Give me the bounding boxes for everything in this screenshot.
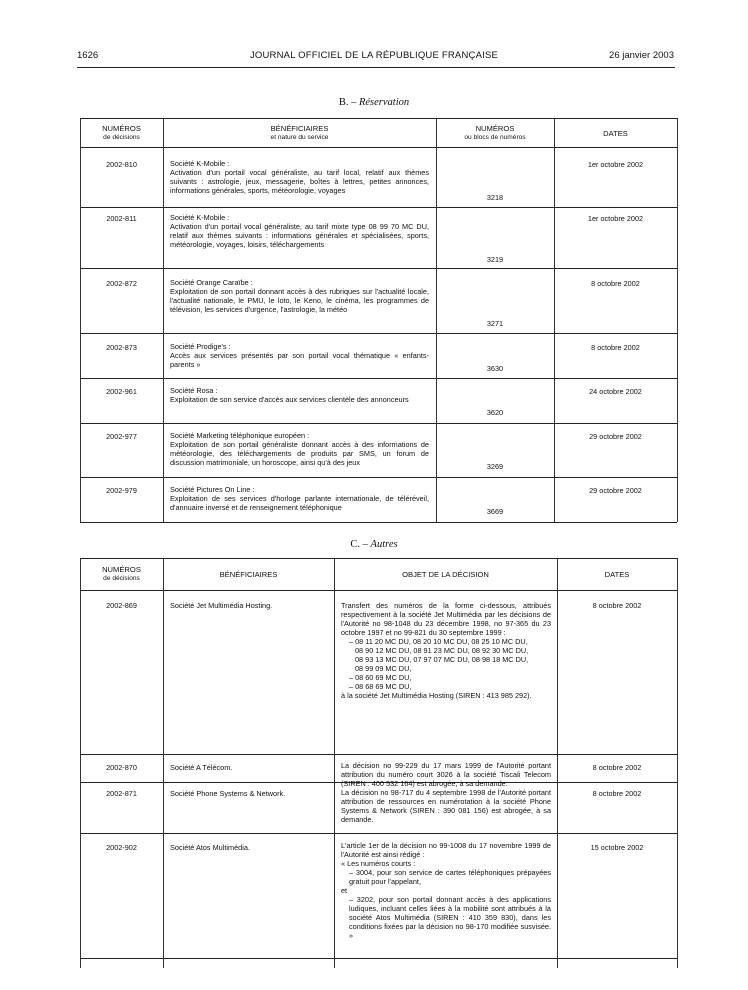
col-header-decisions bbox=[80, 566, 163, 582]
number-list-line: – 08 68 69 MC DU, bbox=[349, 682, 412, 692]
decision-date: 1er octobre 2002 bbox=[587, 214, 644, 223]
col-header-dates: DATES bbox=[603, 129, 628, 138]
table-row bbox=[170, 431, 429, 467]
service-description: Exploitation de ses services d'horloge parlante internationale, de téléréveil, d'annuaire inversé et de renseignement téléphonique bbox=[170, 494, 429, 513]
col-header-sublabel: de décisions bbox=[103, 574, 140, 582]
col-header-sublabel: et nature du service bbox=[270, 133, 329, 141]
table-row bbox=[170, 386, 429, 404]
object-text: – 3202, pour son portail donnant accès à des applications ludiques, incluant celles liées à la mobilité sont attribués à la société Atos Multimédia (SIREN : 410 359 830), dans les conditions fixées par la décision no 98-170 modifiée susvisée. » bbox=[349, 895, 551, 941]
company-name: Société K-Mobile : bbox=[170, 159, 230, 168]
reserved-number: 3271 bbox=[486, 319, 504, 328]
row-divider bbox=[80, 333, 677, 334]
decision-date: 29 octobre 2002 bbox=[589, 486, 642, 495]
col-rule bbox=[334, 558, 335, 968]
decision-date: 8 octobre 2002 bbox=[592, 763, 642, 772]
reserved-number: 3630 bbox=[486, 364, 504, 373]
col-rule bbox=[80, 118, 81, 522]
issue-date: 26 janvier 2003 bbox=[609, 50, 674, 61]
col-header-dates: DATES bbox=[604, 570, 630, 579]
table-row bbox=[170, 278, 429, 314]
row-divider bbox=[80, 754, 677, 755]
col-header-object: OBJET DE LA DÉCISION bbox=[402, 570, 489, 579]
company-name: Société Rosa : bbox=[170, 386, 218, 395]
reserved-number: 3669 bbox=[486, 507, 504, 516]
col-header-decisions bbox=[80, 125, 163, 141]
table-b-top bbox=[80, 118, 677, 119]
object-text: « Les numéros courts : bbox=[341, 859, 416, 869]
row-divider bbox=[80, 477, 677, 478]
row-divider bbox=[80, 378, 677, 379]
decision-number: 2002-869 bbox=[106, 601, 137, 610]
service-description: Exploitation de son portail donnant accès à des rubriques sur l'actualité locale, l'actualité nationale, le PMU, le loto, le Keno, le cinéma, les programmes de télévision, les services d'urgence, l'astrologie, la météo bbox=[170, 287, 429, 315]
decision-number: 2002-873 bbox=[106, 343, 137, 352]
row-divider bbox=[80, 207, 677, 208]
service-description: Activation d'un portail vocal généraliste, au tarif mixte type 08 99 70 MC DU, relatif aux thèmes suivants : informations générales et spécialisées, sports, météorologie, voyages, loisirs, téléchargements bbox=[170, 222, 429, 250]
col-header-sublabel: de décisions bbox=[103, 133, 140, 141]
decision-date: 29 octobre 2002 bbox=[589, 432, 642, 441]
number-list-line: 08 90 12 MC DU, 08 91 23 MC DU, 08 92 30 MC DU, bbox=[355, 646, 529, 656]
row-divider bbox=[80, 833, 677, 834]
page-number: 1626 bbox=[77, 50, 99, 61]
decision-number: 2002-810 bbox=[106, 160, 137, 169]
col-rule bbox=[163, 558, 164, 968]
beneficiary-name: Société Jet Multimédia Hosting. bbox=[170, 601, 273, 610]
decision-date: 8 octobre 2002 bbox=[591, 279, 640, 288]
company-name: Société Pictures On Line : bbox=[170, 485, 255, 494]
row-divider bbox=[80, 268, 677, 269]
section-c-title bbox=[0, 539, 748, 550]
service-description: Activation d'un portail vocal généraliste, au tarif local, relatif aux thèmes suivants : astrologie, jeux, messagerie, boîtes à lettres, petites annonces, informations générales, sports, météorologie, voyages bbox=[170, 168, 429, 196]
col-header-label: NUMÉROS bbox=[102, 565, 141, 574]
decision-date: 8 octobre 2002 bbox=[592, 789, 642, 798]
reserved-number: 3218 bbox=[486, 193, 504, 202]
col-header-beneficiaries bbox=[163, 125, 436, 141]
decision-number: 2002-979 bbox=[106, 486, 137, 495]
decision-number: 2002-961 bbox=[106, 387, 137, 396]
section-c-name: Autres bbox=[370, 539, 398, 550]
number-list-line: – 08 60 69 MC DU, bbox=[349, 673, 412, 683]
object-text: à la société Jet Multimédia Hosting (SIREN : 413 985 292). bbox=[341, 691, 532, 701]
decision-number: 2002-902 bbox=[106, 843, 137, 852]
table-row bbox=[170, 485, 429, 512]
number-list-line: – 08 11 20 MC DU, 08 20 10 MC DU, 08 25 10 MC DU, bbox=[349, 637, 528, 647]
section-b-name: Réservation bbox=[358, 97, 410, 108]
table-row bbox=[170, 342, 429, 369]
table-c-header-rule bbox=[80, 590, 677, 591]
col-header-sublabel: ou blocs de numéros bbox=[464, 133, 526, 141]
service-description: Accès aux services présentés par son portail vocal thématique « enfants-parents » bbox=[170, 351, 429, 370]
row-divider bbox=[80, 423, 677, 424]
table-b-bottom bbox=[80, 522, 677, 523]
table-c-bottom bbox=[80, 958, 677, 959]
number-list-line: 08 99 09 MC DU, bbox=[355, 664, 412, 674]
object-text: et bbox=[341, 886, 348, 896]
object-text: L'article 1er de la décision no 99-1008 du 17 novembre 1999 de l'Autorité est ainsi rédigé : bbox=[341, 841, 551, 860]
table-row bbox=[170, 213, 429, 249]
header-rule bbox=[77, 67, 675, 68]
service-description: Exploitation de son portail généraliste donnant accès à des informations de météorologie, des téléchargements de produits par SMS, un forum de discussion matrimoniale, un horoscope, ainsi qu'à des jeux bbox=[170, 440, 429, 468]
decision-object bbox=[341, 841, 551, 941]
company-name: Société Prodige's : bbox=[170, 342, 231, 351]
reserved-number: 3620 bbox=[486, 408, 504, 417]
company-name: Société Orange Caraïbe : bbox=[170, 278, 253, 287]
reserved-number: 3269 bbox=[486, 462, 504, 471]
object-text: – 3004, pour son service de cartes téléphoniques prépayées gratuit pour l'appelant, bbox=[349, 868, 551, 887]
decision-object bbox=[341, 601, 551, 701]
decision-number: 2002-871 bbox=[106, 789, 137, 798]
company-name: Société K-Mobile : bbox=[170, 213, 230, 222]
col-rule bbox=[554, 118, 555, 522]
decision-number: 2002-870 bbox=[106, 763, 137, 772]
col-rule bbox=[163, 118, 164, 522]
table-row bbox=[170, 159, 429, 195]
decision-number: 2002-811 bbox=[106, 214, 137, 223]
section-b-letter: B. – bbox=[338, 97, 357, 108]
decision-date: 8 octobre 2002 bbox=[592, 601, 642, 610]
decision-date: 15 octobre 2002 bbox=[590, 843, 644, 852]
col-header-beneficiaries: BÉNÉFICIAIRES bbox=[219, 570, 278, 579]
col-header-numbers bbox=[436, 125, 554, 141]
col-header-label: NUMÉROS bbox=[475, 124, 515, 133]
beneficiary-name: Société Atos Multimédia. bbox=[170, 843, 250, 852]
reserved-number: 3219 bbox=[486, 255, 504, 264]
col-header-label: BÉNÉFICIAIRES bbox=[270, 124, 329, 133]
decision-object: La décision no 99-229 du 17 mars 1999 de l'Autorité portant attribution du numéro court 3026 à la société Tiscali Telecom (SIREN : 400 532 164) est abrogée, à sa demande. bbox=[341, 761, 551, 789]
table-c-top bbox=[80, 558, 677, 559]
decision-date: 1er octobre 2002 bbox=[587, 160, 644, 169]
decision-object: La décision no 98-717 du 4 septembre 1998 de l'Autorité portant attribution de ressources en numérotation à la société Phone Systems & Network (SIREN : 390 081 156) est abrogée, à sa demande. bbox=[341, 788, 551, 825]
col-header-label: NUMÉROS bbox=[102, 124, 141, 133]
journal-title: JOURNAL OFFICIEL DE LA RÉPUBLIQUE FRANÇAISE bbox=[249, 50, 499, 61]
beneficiary-name: Société Phone Systems & Network. bbox=[170, 789, 286, 798]
decision-number: 2002-872 bbox=[106, 279, 137, 288]
table-b-header-rule bbox=[80, 147, 677, 148]
decision-date: 8 octobre 2002 bbox=[591, 343, 640, 352]
col-rule bbox=[677, 118, 678, 522]
company-name: Société Marketing téléphonique européen : bbox=[170, 431, 310, 440]
decision-date: 24 octobre 2002 bbox=[589, 387, 642, 396]
section-b-title bbox=[0, 97, 748, 108]
col-rule bbox=[677, 558, 678, 968]
decision-number: 2002-977 bbox=[106, 432, 137, 441]
number-list-line: 08 93 13 MC DU, 07 97 07 MC DU, 08 98 18 MC DU, bbox=[355, 655, 529, 665]
section-c-letter: C. – bbox=[350, 539, 368, 550]
object-text: Transfert des numéros de la forme ci-dessous, attribués respectivement à la société Jet Multimédia par les décisions de l'Autorité no 98-1048 du 23 décembre 1998, no 97-365 du 23 octobre 1997 et no 99-821 du 30 septembre 1999 : bbox=[341, 601, 551, 638]
service-description: Exploitation de son service d'accès aux services clientèle des annonceurs bbox=[170, 395, 409, 405]
beneficiary-name: Société A Télécom. bbox=[170, 763, 233, 772]
